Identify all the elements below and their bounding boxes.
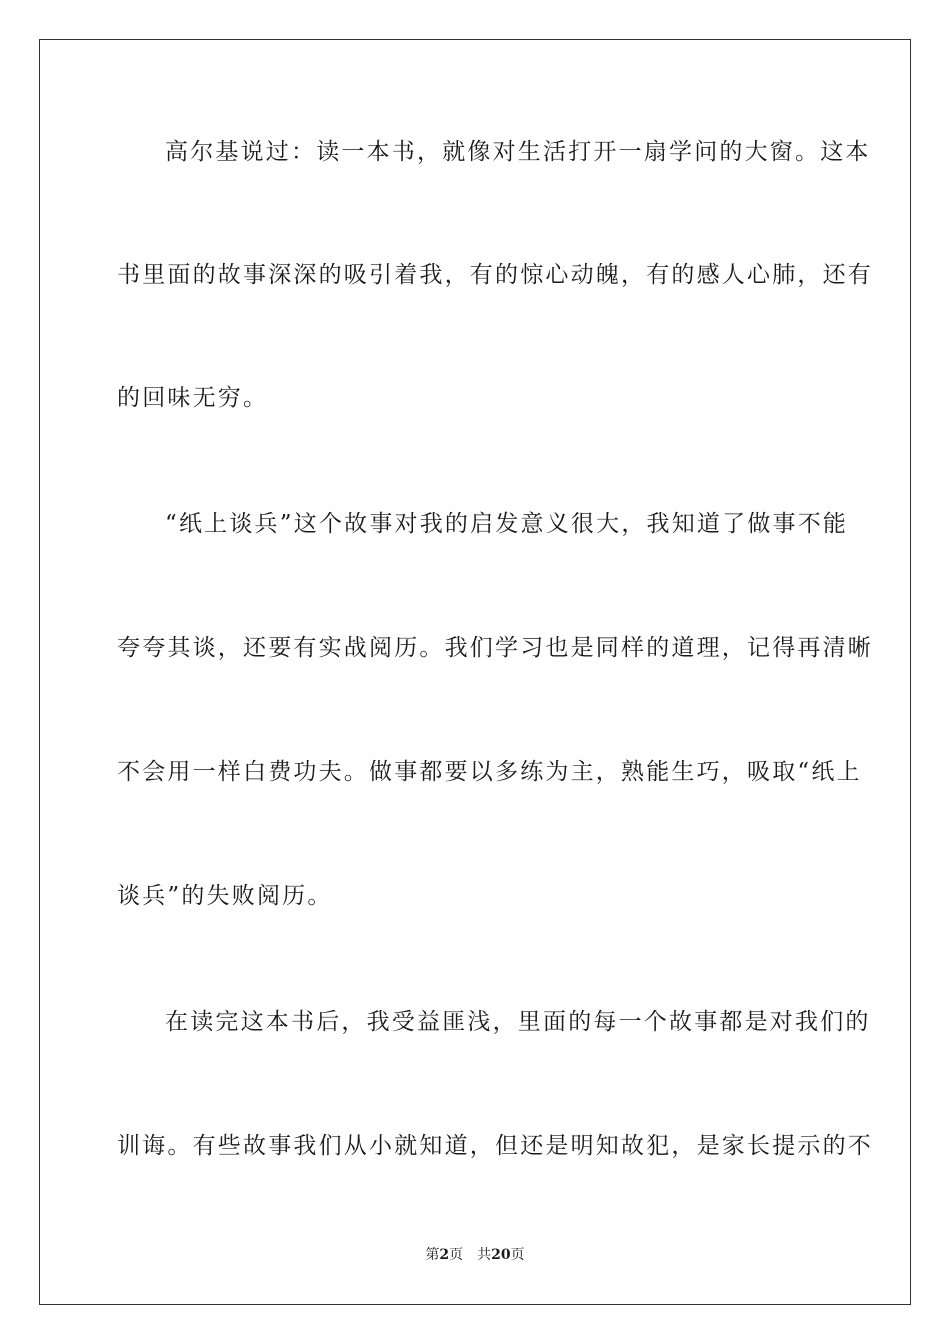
total-prefix: 共 [477, 1247, 492, 1263]
page-footer [0, 1246, 950, 1264]
total-suffix: 页 [510, 1247, 525, 1263]
paragraph-1-line-3: 的回味无穷。 [117, 385, 269, 411]
page-border [39, 39, 911, 1305]
page-number: 2 [439, 1247, 450, 1263]
page-suffix: 页 [449, 1247, 464, 1263]
page-prefix: 第 [425, 1247, 440, 1263]
paragraph-2-line-3: 不会用一样白费功夫。做事都要以多练为主，熟能生巧，吸取“纸上 [117, 759, 862, 785]
paragraph-2-line-1: “纸上谈兵”这个故事对我的启发意义很大，我知道了做事不能 [165, 511, 849, 537]
paragraph-3-line-2: 训诲。有些故事我们从小就知道，但还是明知故犯，是家长提示的不 [117, 1133, 873, 1159]
paragraph-1-line-2: 书里面的故事深深的吸引着我，有的惊心动魄，有的感人心肺，还有 [117, 262, 873, 288]
paragraph-2-line-4: 谈兵”的失败阅历。 [117, 883, 333, 909]
paragraph-2-line-2: 夸夸其谈，还要有实战阅历。我们学习也是同样的道理，记得再清晰 [117, 635, 873, 661]
total-pages: 20 [491, 1247, 511, 1263]
paragraph-1-line-1: 高尔基说过：读一本书，就像对生活打开一扇学问的大窗。这本 [165, 139, 871, 165]
paragraph-3-line-1: 在读完这本书后，我受益匪浅，里面的每一个故事都是对我们的 [165, 1009, 871, 1035]
